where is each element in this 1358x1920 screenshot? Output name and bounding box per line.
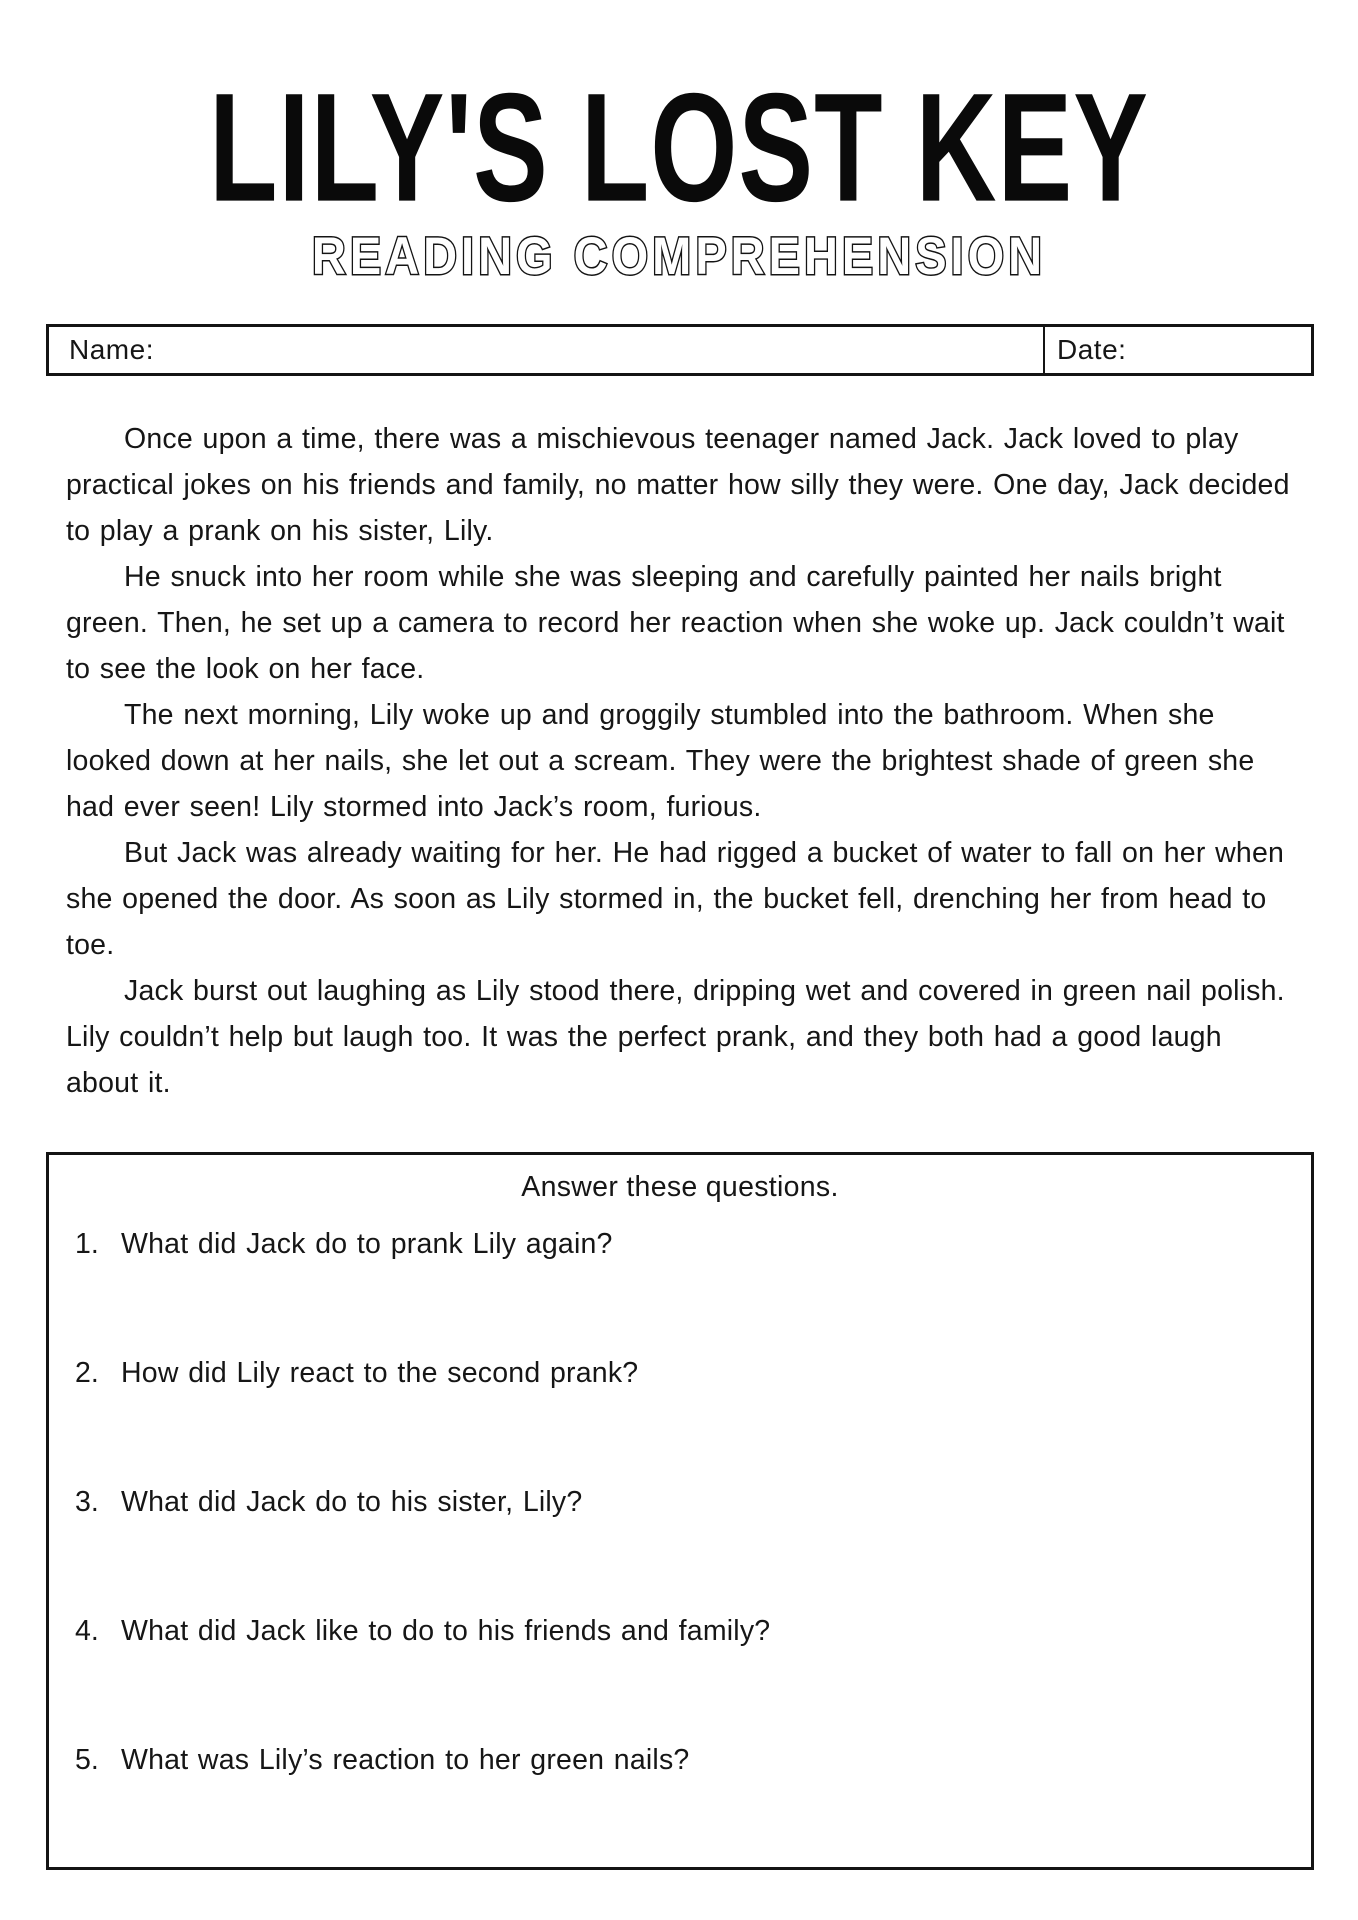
- name-section: [49, 327, 1043, 373]
- question-text: What did Jack do to prank Lily again?: [121, 1228, 613, 1260]
- question-row: [75, 1615, 1285, 1648]
- question-text: How did Lily react to the second prank?: [121, 1357, 639, 1389]
- question-text: What did Jack like to do to his friends and family?: [121, 1615, 771, 1647]
- question-item-2: [75, 1357, 1285, 1486]
- date-write-area[interactable]: [1126, 327, 1311, 373]
- page-title: LILY'S LOST KEY: [209, 60, 1149, 234]
- question-number: 3.: [75, 1486, 99, 1518]
- questions-box: [46, 1152, 1314, 1870]
- question-number: 1.: [75, 1228, 99, 1260]
- question-row: [75, 1228, 1285, 1261]
- story-paragraph-4: But Jack was already waiting for her. He had rigged a bucket of water to fall on her when she opened the door. As soon as Lily stormed in, the bucket fell, drenching her from head to toe.: [66, 837, 1285, 961]
- questions-list: [75, 1228, 1285, 1873]
- question-text: What did Jack do to his sister, Lily?: [121, 1486, 583, 1518]
- question-text: What was Lily’s reaction to her green nails?: [121, 1744, 690, 1776]
- title-wrap: [0, 60, 1358, 234]
- worksheet-header: [0, 0, 1358, 284]
- question-number: 2.: [75, 1357, 99, 1389]
- answer-space-3[interactable]: [75, 1519, 1285, 1615]
- question-item-4: [75, 1615, 1285, 1744]
- answer-space-5[interactable]: [75, 1777, 1285, 1873]
- name-write-area[interactable]: [154, 327, 1043, 373]
- question-number: 5.: [75, 1744, 99, 1776]
- date-section: [1043, 327, 1311, 373]
- question-item-5: [75, 1744, 1285, 1873]
- answer-space-1[interactable]: [75, 1261, 1285, 1357]
- story-paragraph-1: Once upon a time, there was a mischievous teenager named Jack. Jack loved to play practical jokes on his friends and family, no matter how silly they were. One day, Jack decided to play a prank on his sister, Lily.: [66, 423, 1290, 547]
- story-paragraph-3: The next morning, Lily woke up and groggily stumbled into the bathroom. When she looked down at her nails, she let out a scream. They were the brightest shade of green she had ever seen! Lily stormed into Jack’s room, furious.: [66, 699, 1255, 823]
- date-label: Date:: [1057, 334, 1127, 365]
- name-date-box: [46, 324, 1314, 376]
- page-subtitle: READING COMPREHENSION: [311, 225, 1047, 285]
- story-paragraph-5: Jack burst out laughing as Lily stood there, dripping wet and covered in green nail polish. Lily couldn’t help but laugh too. It was the perfect prank, and they both had a good laugh about it.: [66, 975, 1285, 1099]
- question-item-1: [75, 1228, 1285, 1357]
- answer-space-4[interactable]: [75, 1648, 1285, 1744]
- name-label: Name:: [69, 334, 154, 365]
- story-section: [66, 416, 1302, 1106]
- subtitle-wrap: [0, 226, 1358, 284]
- story-paragraph-2: He snuck into her room while she was sleeping and carefully painted her nails bright green. Then, he set up a camera to record her reaction when she woke up. Jack couldn’t wait to see the look on her face.: [66, 561, 1285, 685]
- question-number: 4.: [75, 1615, 99, 1647]
- answer-space-2[interactable]: [75, 1390, 1285, 1486]
- question-row: [75, 1357, 1285, 1390]
- question-item-3: [75, 1486, 1285, 1615]
- question-row: [75, 1486, 1285, 1519]
- questions-heading: Answer these questions.: [521, 1171, 839, 1203]
- question-row: [75, 1744, 1285, 1777]
